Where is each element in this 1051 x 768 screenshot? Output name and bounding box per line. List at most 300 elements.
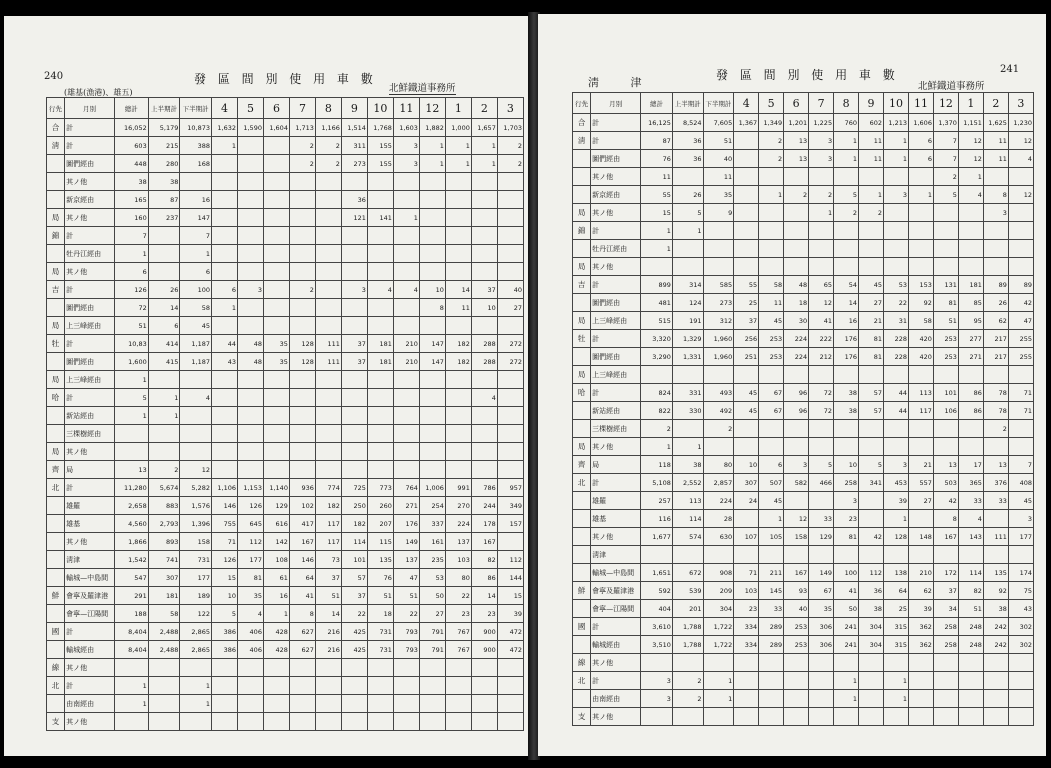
table-cell: 11 (859, 150, 884, 168)
table-cell (393, 425, 419, 443)
table-cell: 1,542 (114, 551, 148, 569)
table-cell: 365 (958, 474, 983, 492)
table-cell: 45 (759, 492, 784, 510)
table-cell (471, 677, 497, 695)
table-cell (237, 659, 263, 677)
table-cell: 129 (263, 497, 289, 515)
table-cell: 645 (237, 515, 263, 533)
table-cell (367, 389, 393, 407)
table-cell: 111 (315, 353, 341, 371)
group-label: 局 (47, 317, 65, 335)
table-row (573, 528, 1034, 546)
table-cell: 42 (859, 528, 884, 546)
table-cell: 337 (419, 515, 445, 533)
table-cell (859, 222, 884, 240)
table-cell: 155 (367, 155, 393, 173)
column-header: 8 (834, 93, 859, 114)
table-cell (393, 677, 419, 695)
table-cell (809, 708, 834, 726)
table-cell: 207 (367, 515, 393, 533)
group-label (573, 402, 591, 420)
table-cell (497, 227, 523, 245)
table-cell (958, 672, 983, 690)
table-cell (393, 263, 419, 281)
table-cell: 273 (703, 294, 734, 312)
table-cell: 16 (180, 191, 212, 209)
column-header: 6 (263, 98, 289, 119)
right-page-number: 241 (1000, 64, 1020, 75)
table-cell: 147 (180, 209, 212, 227)
table-row (47, 533, 524, 551)
table-cell: 37 (341, 335, 367, 353)
table-cell: 1,006 (419, 479, 445, 497)
table-cell: 64 (884, 582, 909, 600)
table-cell: 3 (393, 137, 419, 155)
row-label: 會寧—江陽間 (591, 600, 641, 618)
table-cell (148, 245, 180, 263)
table-cell (983, 438, 1008, 456)
table-cell (983, 222, 1008, 240)
table-cell (393, 317, 419, 335)
table-cell: 128 (289, 335, 315, 353)
row-label: 圖們經由 (591, 150, 641, 168)
table-row (573, 168, 1034, 186)
group-label: 國 (47, 623, 65, 641)
group-label: 局 (573, 438, 591, 456)
column-header: 4 (734, 93, 759, 114)
table-cell (884, 438, 909, 456)
row-label: 牡丹江經由 (65, 245, 115, 263)
table-cell: 174 (1008, 564, 1033, 582)
table-cell: 103 (445, 551, 471, 569)
table-cell (315, 209, 341, 227)
table-cell: 5 (212, 605, 238, 623)
table-row (573, 330, 1034, 348)
table-cell: 181 (367, 335, 393, 353)
table-cell: 201 (672, 600, 703, 618)
table-cell: 62 (908, 582, 933, 600)
table-row (573, 420, 1034, 438)
table-cell: 280 (148, 155, 180, 173)
table-cell: 75 (1008, 582, 1033, 600)
table-cell: 116 (641, 510, 673, 528)
table-cell: 44 (884, 402, 909, 420)
group-label: 局 (573, 312, 591, 330)
table-cell: 5,108 (641, 474, 673, 492)
group-label (573, 492, 591, 510)
table-cell: 72 (114, 299, 148, 317)
column-header: 6 (784, 93, 809, 114)
table-cell (784, 168, 809, 186)
table-cell (237, 677, 263, 695)
table-cell (180, 443, 212, 461)
table-cell: 883 (148, 497, 180, 515)
table-cell: 11 (983, 132, 1008, 150)
table-cell: 128 (884, 528, 909, 546)
table-cell (703, 240, 734, 258)
table-cell (445, 659, 471, 677)
table-cell: 81 (859, 348, 884, 366)
table-cell: 6 (212, 281, 238, 299)
table-cell (263, 677, 289, 695)
table-cell: 2,488 (148, 623, 180, 641)
table-cell: 89 (1008, 276, 1033, 294)
table-cell (471, 227, 497, 245)
table-cell: 3 (393, 155, 419, 173)
row-label: 其ノ他 (591, 168, 641, 186)
table-cell: 1 (419, 155, 445, 173)
table-cell: 81 (237, 569, 263, 587)
table-cell: 131 (933, 276, 958, 294)
left-data-table (46, 97, 524, 731)
table-cell: 57 (859, 402, 884, 420)
table-cell: 129 (809, 528, 834, 546)
table-cell (641, 546, 673, 564)
table-cell (759, 672, 784, 690)
table-cell: 7 (933, 132, 958, 150)
table-cell (393, 227, 419, 245)
table-cell (859, 366, 884, 384)
table-cell: 12 (1008, 132, 1033, 150)
group-label (47, 191, 65, 209)
table-cell: 16,125 (641, 114, 673, 132)
group-label: 線 (47, 659, 65, 677)
table-cell: 306 (809, 636, 834, 654)
row-label: 新站經由 (591, 402, 641, 420)
table-cell: 627 (289, 641, 315, 659)
table-cell (263, 407, 289, 425)
table-cell (212, 659, 238, 677)
table-cell (497, 533, 523, 551)
column-header: 11 (393, 98, 419, 119)
table-cell (734, 690, 759, 708)
table-cell: 602 (859, 114, 884, 132)
table-cell: 10,83 (114, 335, 148, 353)
table-cell (263, 191, 289, 209)
table-cell: 38 (983, 600, 1008, 618)
table-cell (497, 461, 523, 479)
left-page-title: 發 區 間 別 使 用 車 數 (194, 72, 377, 86)
table-cell (263, 173, 289, 191)
table-cell: 764 (393, 479, 419, 497)
table-cell (1008, 258, 1033, 276)
row-label: 圖們經由 (591, 294, 641, 312)
row-label: 其ノ他 (65, 263, 115, 281)
table-cell (759, 438, 784, 456)
table-cell: 142 (263, 533, 289, 551)
table-cell: 165 (114, 191, 148, 209)
table-cell: 176 (834, 330, 859, 348)
table-row (47, 587, 524, 605)
table-cell: 1,349 (759, 114, 784, 132)
table-cell: 216 (315, 623, 341, 641)
row-label: 計 (65, 137, 115, 155)
table-cell: 81 (933, 294, 958, 312)
table-cell: 23 (834, 510, 859, 528)
table-cell: 92 (908, 294, 933, 312)
table-cell: 315 (884, 636, 909, 654)
table-cell (148, 227, 180, 245)
table-row (47, 371, 524, 389)
table-cell (983, 168, 1008, 186)
row-label: 雄羅 (591, 492, 641, 510)
table-cell (237, 425, 263, 443)
table-cell: 5 (672, 204, 703, 222)
table-cell: 557 (908, 474, 933, 492)
table-row (573, 150, 1034, 168)
row-label: 局 (591, 456, 641, 474)
table-cell: 1 (884, 672, 909, 690)
table-cell: 312 (703, 312, 734, 330)
table-cell: 181 (367, 353, 393, 371)
row-label: 其ノ他 (591, 708, 641, 726)
table-cell (784, 708, 809, 726)
table-cell (703, 438, 734, 456)
header-row (47, 98, 524, 119)
table-row (47, 443, 524, 461)
table-cell (419, 425, 445, 443)
table-cell: 304 (859, 636, 884, 654)
table-cell: 101 (341, 551, 367, 569)
table-row (47, 515, 524, 533)
table-cell: 334 (734, 618, 759, 636)
table-cell: 3,320 (641, 330, 673, 348)
table-cell: 117 (315, 515, 341, 533)
table-cell (237, 389, 263, 407)
table-row (573, 600, 1034, 618)
table-cell: 6 (759, 456, 784, 474)
table-cell (933, 258, 958, 276)
table-cell: 95 (958, 312, 983, 330)
table-cell: 3 (884, 456, 909, 474)
table-cell (859, 546, 884, 564)
table-cell: 908 (703, 564, 734, 582)
table-cell: 65 (809, 276, 834, 294)
table-cell: 3 (784, 456, 809, 474)
table-cell (734, 420, 759, 438)
table-cell: 235 (419, 551, 445, 569)
table-cell: 547 (114, 569, 148, 587)
table-cell (263, 425, 289, 443)
table-cell (983, 258, 1008, 276)
row-label: 計 (65, 389, 115, 407)
group-label: 牡 (47, 335, 65, 353)
group-label (47, 497, 65, 515)
table-cell: 35 (703, 186, 734, 204)
table-cell: 1 (884, 690, 909, 708)
table-cell: 18 (784, 294, 809, 312)
table-cell: 30 (784, 312, 809, 330)
table-cell (471, 461, 497, 479)
table-cell: 13 (933, 456, 958, 474)
table-cell: 33 (809, 510, 834, 528)
table-cell: 14 (148, 299, 180, 317)
table-cell: 92 (983, 582, 1008, 600)
table-cell: 51 (315, 587, 341, 605)
column-header: 月別 (65, 98, 115, 119)
table-cell (734, 672, 759, 690)
table-cell (471, 695, 497, 713)
table-cell: 25 (734, 294, 759, 312)
table-cell: 1 (212, 299, 238, 317)
group-label (47, 569, 65, 587)
table-cell: 2 (809, 186, 834, 204)
table-cell (237, 227, 263, 245)
table-cell: 16,052 (114, 119, 148, 137)
table-cell (419, 191, 445, 209)
column-header: 下半期計 (703, 93, 734, 114)
table-cell (148, 443, 180, 461)
table-cell (859, 690, 884, 708)
table-cell (237, 155, 263, 173)
table-cell: 2,857 (703, 474, 734, 492)
table-cell: 27 (419, 605, 445, 623)
table-cell: 253 (933, 348, 958, 366)
table-cell (367, 173, 393, 191)
table-cell: 271 (958, 348, 983, 366)
table-cell: 11 (445, 299, 471, 317)
table-cell: 78 (983, 402, 1008, 420)
group-label: 淸 (47, 137, 65, 155)
table-cell (933, 672, 958, 690)
table-cell: 603 (114, 137, 148, 155)
table-cell: 1 (445, 155, 471, 173)
row-label: 輸城—中島間 (591, 564, 641, 582)
table-row (573, 582, 1034, 600)
table-row (47, 641, 524, 659)
table-cell (341, 173, 367, 191)
table-cell: 55 (641, 186, 673, 204)
table-cell: 2,865 (180, 641, 212, 659)
left-page (4, 16, 530, 756)
table-cell: 53 (419, 569, 445, 587)
table-cell: 2 (289, 281, 315, 299)
table-cell (471, 245, 497, 263)
table-cell (237, 317, 263, 335)
table-cell: 158 (784, 528, 809, 546)
table-cell (263, 227, 289, 245)
table-cell (759, 366, 784, 384)
table-cell: 55 (734, 276, 759, 294)
table-cell (445, 227, 471, 245)
table-cell: 39 (908, 600, 933, 618)
table-cell: 5 (114, 389, 148, 407)
table-cell (341, 677, 367, 695)
table-cell (908, 708, 933, 726)
table-cell: 630 (703, 528, 734, 546)
table-cell: 45 (1008, 492, 1033, 510)
table-cell: 85 (958, 294, 983, 312)
table-cell: 58 (148, 605, 180, 623)
table-cell: 6 (114, 263, 148, 281)
table-cell (367, 443, 393, 461)
table-cell (289, 713, 315, 731)
table-cell: 2 (672, 672, 703, 690)
table-cell (958, 654, 983, 672)
table-cell: 124 (672, 294, 703, 312)
table-cell (859, 168, 884, 186)
table-cell: 492 (703, 402, 734, 420)
table-cell (212, 677, 238, 695)
table-cell (859, 240, 884, 258)
table-cell (315, 713, 341, 731)
table-row (47, 263, 524, 281)
table-cell: 1,590 (237, 119, 263, 137)
table-cell: 36 (341, 191, 367, 209)
table-cell: 105 (759, 528, 784, 546)
table-cell: 3,510 (641, 636, 673, 654)
table-cell: 1,703 (497, 119, 523, 137)
table-cell: 6 (908, 132, 933, 150)
table-cell (180, 173, 212, 191)
table-cell: 224 (703, 492, 734, 510)
table-cell: 211 (759, 564, 784, 582)
table-cell: 45 (734, 402, 759, 420)
table-cell (958, 366, 983, 384)
table-cell: 81 (859, 330, 884, 348)
table-cell (212, 209, 238, 227)
table-cell: 3 (834, 492, 859, 510)
table-cell: 1,632 (212, 119, 238, 137)
table-cell: 121 (341, 209, 367, 227)
table-cell: 255 (1008, 348, 1033, 366)
table-cell (315, 425, 341, 443)
table-cell (393, 299, 419, 317)
table-cell: 5,179 (148, 119, 180, 137)
table-cell: 22 (393, 605, 419, 623)
group-label (47, 353, 65, 371)
table-cell: 5 (933, 186, 958, 204)
table-cell: 126 (212, 551, 238, 569)
table-cell: 76 (641, 150, 673, 168)
row-label: 三棵樹經由 (65, 425, 115, 443)
table-cell: 8 (419, 299, 445, 317)
table-cell: 167 (471, 533, 497, 551)
table-cell (445, 407, 471, 425)
group-label (47, 641, 65, 659)
table-cell: 86 (958, 402, 983, 420)
table-cell (471, 659, 497, 677)
column-header: 10 (367, 98, 393, 119)
table-cell: 113 (672, 492, 703, 510)
table-cell: 3 (641, 690, 673, 708)
table-cell (393, 461, 419, 479)
row-label: 計 (591, 672, 641, 690)
table-cell: 1 (672, 438, 703, 456)
table-cell (1008, 654, 1033, 672)
table-cell: 23 (445, 605, 471, 623)
table-row (47, 353, 524, 371)
table-cell: 48 (784, 276, 809, 294)
table-cell (734, 546, 759, 564)
table-cell (859, 420, 884, 438)
table-row (47, 659, 524, 677)
table-cell (497, 407, 523, 425)
table-cell (784, 690, 809, 708)
table-cell (180, 713, 212, 731)
table-cell: 1 (834, 132, 859, 150)
table-cell (114, 659, 148, 677)
table-cell (471, 407, 497, 425)
table-cell: 210 (908, 564, 933, 582)
table-cell: 755 (212, 515, 238, 533)
table-cell (759, 708, 784, 726)
table-cell: 9 (703, 204, 734, 222)
table-cell: 376 (983, 474, 1008, 492)
row-label: 其ノ他 (65, 173, 115, 191)
table-cell (341, 659, 367, 677)
table-cell (419, 389, 445, 407)
